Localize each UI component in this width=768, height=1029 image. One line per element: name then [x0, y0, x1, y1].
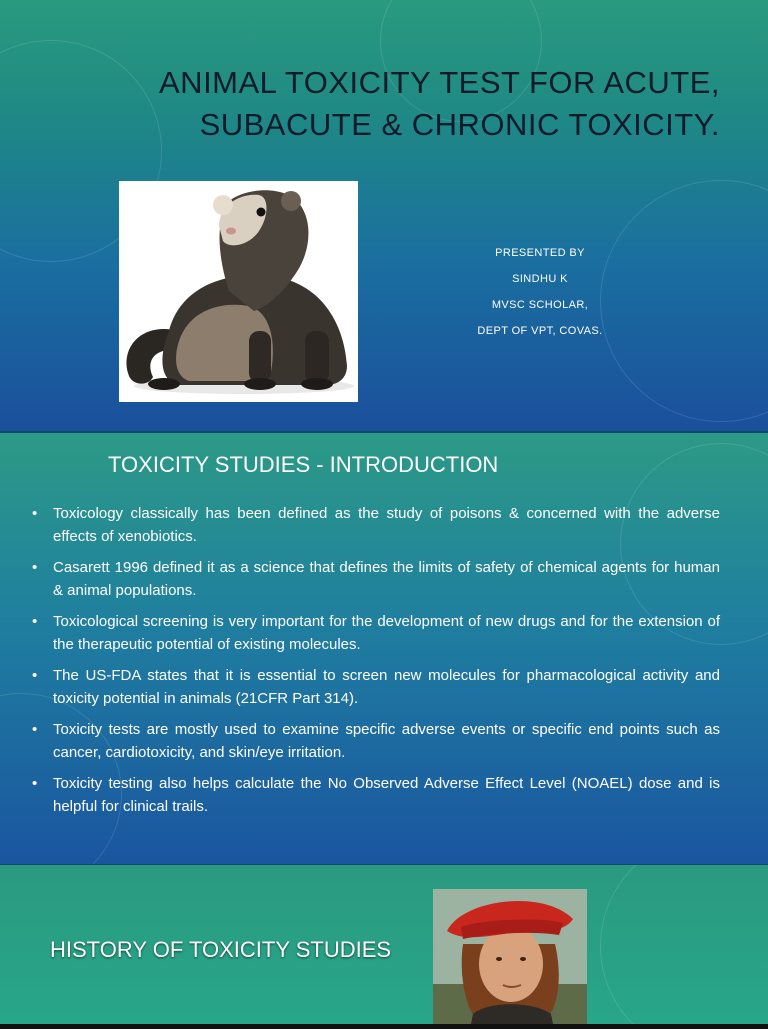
list-item: • Toxicology classically has been defined as the study of poisons & concerned with the adverse effects of xenobiotics. [32, 503, 720, 548]
title-line-1: ANIMAL TOXICITY TEST FOR ACUTE, [159, 65, 720, 100]
list-item: • Toxicological screening is very important for the development of new drugs and for the extension of the therapeutic potential of existing molecules. [32, 611, 720, 656]
list-item: • Toxicity testing also helps calculate the No Observed Adverse Effect Level (NOAEL) dose and is helpful for clinical trails. [32, 773, 720, 818]
decorative-circle [600, 865, 768, 1024]
list-item: • Casarett 1996 defined it as a science that defines the limits of safety of chemical agents for human & animal populations. [32, 557, 720, 602]
history-title: HISTORY OF TOXICITY STUDIES [50, 937, 392, 962]
presenter-line: SINDHU K [512, 273, 568, 285]
presenter-line: DEPT OF VPT, COVAS. [477, 325, 603, 337]
list-item: • The US-FDA states that it is essential to screen new molecules for pharmacological activity and toxicity potential in animals (21CFR Part 314). [32, 665, 720, 710]
title-line-2: SUBACUTE & CHRONIC TOXICITY. [199, 107, 720, 142]
presenter-info [440, 240, 640, 344]
portrait-image [433, 889, 587, 1024]
presenter-line: PRESENTED BY [495, 247, 585, 259]
list-item: • Toxicity tests are mostly used to examine specific adverse events or specific end points such as cancer, cardiotoxicity, and skin/eye irritation. [32, 719, 720, 764]
ferret-image [119, 181, 358, 402]
intro-title: TOXICITY STUDIES - INTRODUCTION [108, 452, 499, 477]
title-slide [0, 0, 768, 433]
presenter-line: MVSC SCHOLAR, [491, 299, 589, 311]
intro-bullet-list [32, 503, 720, 827]
slide-title [120, 62, 720, 146]
